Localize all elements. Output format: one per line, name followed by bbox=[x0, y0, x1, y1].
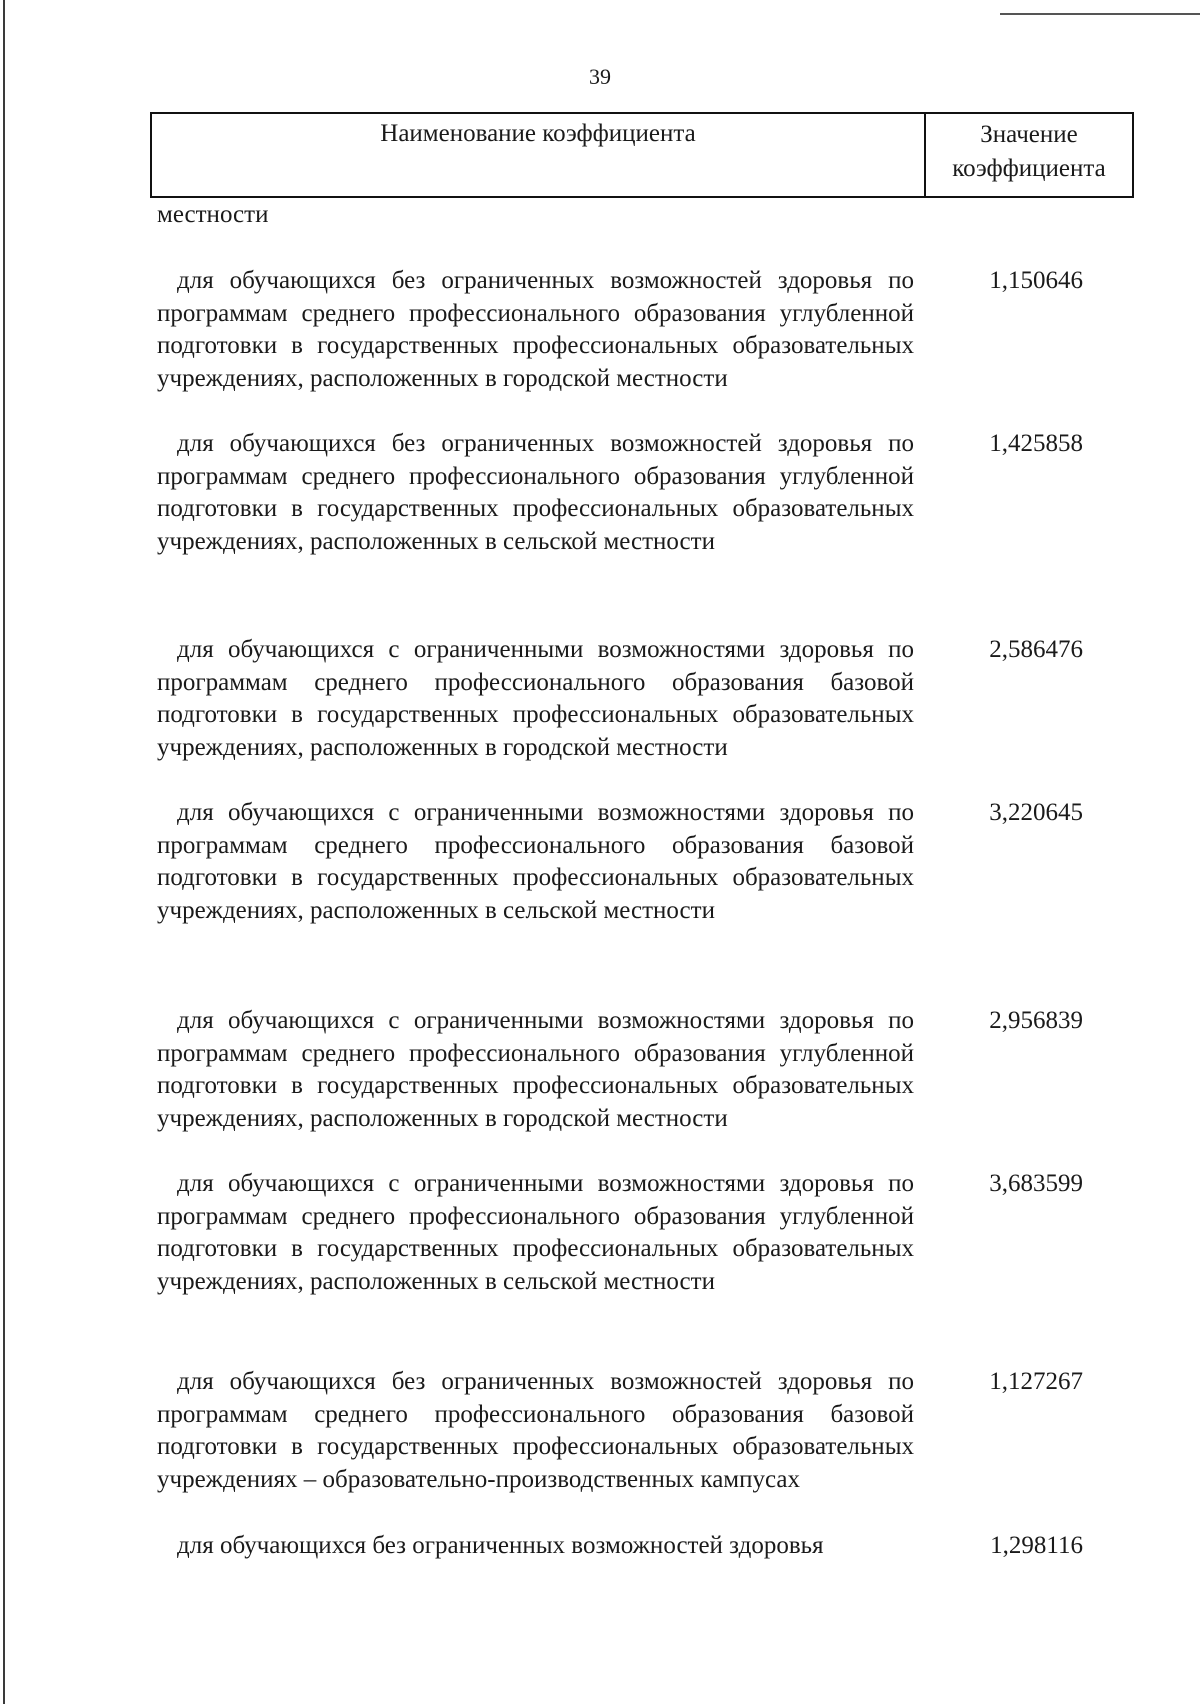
row-description: для обучающихся без ограниченных возможностей здоровья по программам среднего профессионального образования углубленной подготовки в государственных профессиональных образовательных учреждениях, расположенных в городской местности bbox=[157, 267, 914, 392]
header-coefficient-name: Наименование коэффициента bbox=[152, 114, 926, 196]
row-description: для обучающихся с ограниченными возможностями здоровья по программам среднего профессионального образования базовой подготовки в государственных профессиональных образовательных учреждениях, расположенных в сельской местности bbox=[157, 799, 914, 924]
row-value: 2,586476 bbox=[989, 636, 1083, 663]
table-row bbox=[157, 1366, 1133, 1496]
row-value: 3,683599 bbox=[989, 1170, 1083, 1197]
row-description: для обучающихся без ограниченных возможностей здоровья bbox=[177, 1532, 824, 1559]
table-row bbox=[157, 797, 1133, 927]
continuation-text: местности bbox=[157, 201, 269, 228]
table-row bbox=[157, 634, 1133, 764]
scan-edge-top bbox=[1000, 13, 1200, 15]
scan-edge-left bbox=[3, 0, 5, 1704]
row-value: 1,127267 bbox=[989, 1368, 1083, 1395]
row-description: для обучающихся без ограниченных возможностей здоровья по программам среднего профессионального образования углубленной подготовки в государственных профессиональных образовательных учреждениях, расположенных в сельской местности bbox=[157, 430, 914, 555]
header-value-line1: Значение bbox=[980, 121, 1078, 148]
table-row bbox=[157, 1530, 1133, 1563]
row-description: для обучающихся с ограниченными возможностями здоровья по программам среднего профессионального образования базовой подготовки в государственных профессиональных образовательных учреждениях, расположенных в городской местности bbox=[157, 636, 914, 761]
row-value: 2,956839 bbox=[989, 1007, 1083, 1034]
row-value: 1,425858 bbox=[989, 430, 1083, 457]
row-value: 1,150646 bbox=[989, 267, 1083, 294]
row-description: для обучающихся без ограниченных возможностей здоровья по программам среднего профессионального образования базовой подготовки в государственных профессиональных образовательных учреждениях – образовательно-производственных кампусах bbox=[157, 1368, 914, 1493]
table-row bbox=[157, 1168, 1133, 1298]
table-row bbox=[157, 1005, 1133, 1135]
row-value: 1,298116 bbox=[990, 1532, 1083, 1559]
row-value: 3,220645 bbox=[989, 799, 1083, 826]
page-number: 39 bbox=[589, 64, 611, 89]
table-row bbox=[157, 265, 1133, 395]
row-description: для обучающихся с ограниченными возможностями здоровья по программам среднего профессионального образования углубленной подготовки в государственных профессиональных образовательных учреждениях, расположенных в городской местности bbox=[157, 1007, 914, 1132]
table-row bbox=[157, 428, 1133, 558]
row-description: для обучающихся с ограниченными возможностями здоровья по программам среднего профессионального образования углубленной подготовки в государственных профессиональных образовательных учреждениях, расположенных в сельской местности bbox=[157, 1170, 914, 1295]
header-coefficient-value bbox=[926, 114, 1132, 196]
table-header bbox=[150, 112, 1134, 198]
header-value-line2: коэффициента bbox=[952, 155, 1106, 182]
